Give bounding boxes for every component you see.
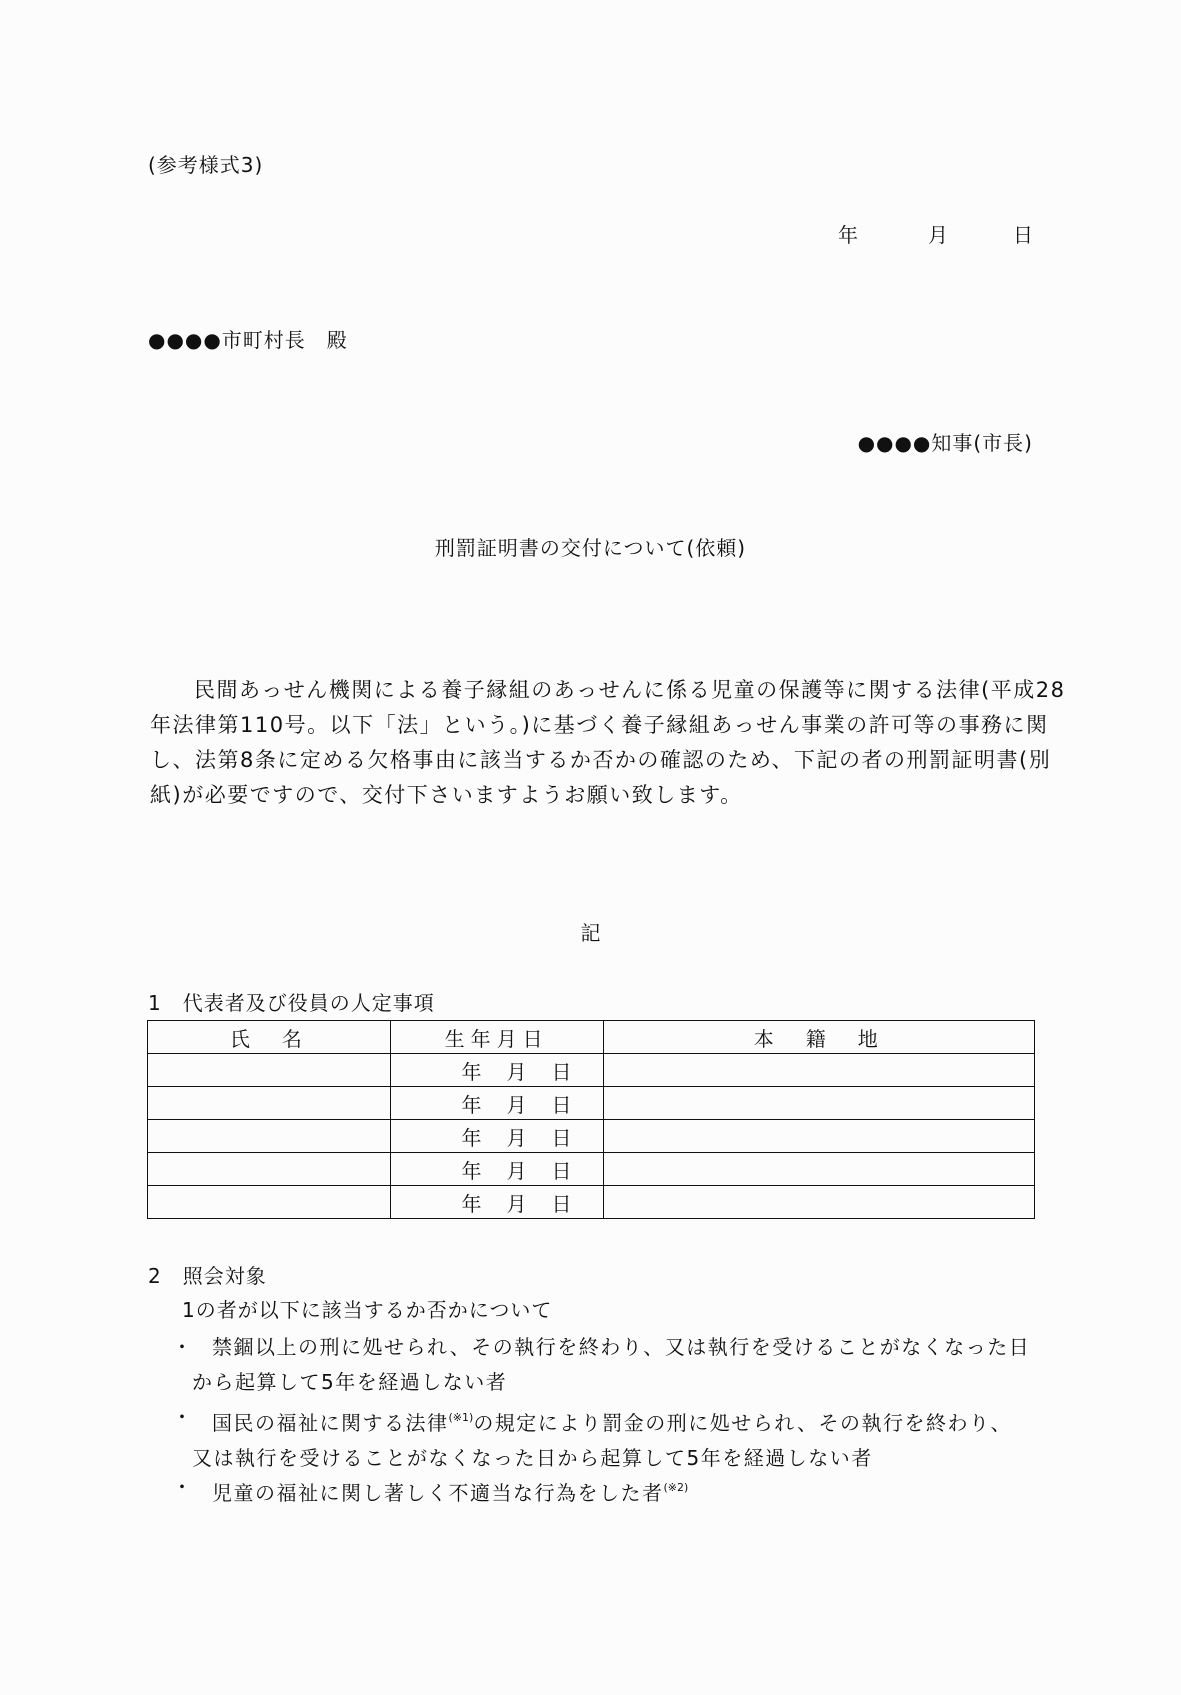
section2-heading: 2 照会対象 — [148, 1264, 267, 1288]
dob-month: 月 — [506, 1191, 528, 1216]
body-paragraph — [150, 673, 1066, 813]
body-line: 民間あっせん機関による養子縁組のあっせんに係る児童の保護等に関する法律(平成28 — [194, 678, 1066, 702]
body-line: 紙)が必要ですので、交付下さいますようお願い致します。 — [150, 783, 743, 807]
column-header-dob: 生年月日 — [390, 1021, 603, 1054]
table-row — [148, 1120, 1035, 1153]
bullet-icon: ・ — [172, 1335, 194, 1359]
criteria-line: 又は執行を受けることがなくなった日から起算して5年を経過しない者 — [192, 1446, 873, 1470]
date-year-label: 年 — [838, 223, 858, 247]
dob-year: 年 — [461, 1158, 483, 1183]
bullet-icon: ・ — [172, 1475, 194, 1499]
criteria-item — [172, 1400, 1012, 1476]
date-day-label: 日 — [1013, 223, 1033, 247]
dob-day: 日 — [551, 1125, 573, 1150]
date-line — [0, 223, 1181, 247]
dob-month: 月 — [506, 1059, 528, 1084]
dob-year: 年 — [461, 1125, 483, 1150]
body-line: し、法第8条に定める欠格事由に該当するか否かの確認のため、下記の者の刑罰証明書(別 — [150, 748, 1052, 772]
domicile-cell[interactable] — [603, 1120, 1034, 1153]
dob-day: 日 — [551, 1191, 573, 1216]
dob-day: 日 — [551, 1158, 573, 1183]
dob-year: 年 — [461, 1092, 483, 1117]
criteria-text: 児童の福祉に関し著しく不適当な行為をした者 — [212, 1481, 664, 1505]
column-header-domicile: 本 籍 地 — [603, 1021, 1034, 1054]
footnote-ref-1: (※1) — [448, 1411, 474, 1424]
domicile-cell[interactable] — [603, 1054, 1034, 1087]
name-cell[interactable] — [148, 1054, 391, 1087]
dob-cell[interactable] — [390, 1054, 603, 1087]
criteria-text: の規定により罰金の刑に処せられ、その執行を終わり、 — [473, 1411, 1013, 1435]
column-header-name: 氏 名 — [148, 1021, 391, 1054]
domicile-cell[interactable] — [603, 1186, 1034, 1219]
criteria-item — [172, 1470, 688, 1511]
dob-day: 日 — [551, 1059, 573, 1084]
dob-day: 日 — [551, 1092, 573, 1117]
name-cell[interactable] — [148, 1153, 391, 1186]
dob-year: 年 — [461, 1191, 483, 1216]
ki-heading: 記 — [580, 921, 601, 945]
dob-cell[interactable] — [390, 1120, 603, 1153]
criteria-line: から起算して5年を経過しない者 — [192, 1370, 508, 1394]
section2-intro: 1の者が以下に該当するか否かについて — [182, 1298, 553, 1322]
dob-cell[interactable] — [390, 1087, 603, 1120]
name-cell[interactable] — [148, 1186, 391, 1219]
dob-year: 年 — [461, 1059, 483, 1084]
persons-table — [147, 1020, 1035, 1219]
table-row — [148, 1054, 1035, 1087]
criteria-item — [172, 1330, 1030, 1400]
criteria-line: 禁錮以上の刑に処せられ、その執行を終わり、又は執行を受けることがなくなった日 — [212, 1335, 1031, 1359]
domicile-cell[interactable] — [603, 1087, 1034, 1120]
body-line: 年法律第110号。以下「法」という。)に基づく養子縁組あっせん事業の許可等の事務に関 — [150, 713, 1049, 737]
dob-month: 月 — [506, 1158, 528, 1183]
form-number: (参考様式3) — [148, 153, 264, 177]
date-month-label: 月 — [928, 223, 948, 247]
dob-month: 月 — [506, 1125, 528, 1150]
footnote-ref-2: (※2) — [663, 1481, 689, 1494]
domicile-cell[interactable] — [603, 1153, 1034, 1186]
bullet-icon: ・ — [172, 1405, 194, 1429]
name-cell[interactable] — [148, 1087, 391, 1120]
criteria-line — [172, 1400, 1012, 1441]
section1-heading: 1 代表者及び役員の人定事項 — [148, 991, 435, 1015]
addressee: ●●●●市町村長 殿 — [148, 328, 348, 352]
name-cell[interactable] — [148, 1120, 391, 1153]
table-header-row — [148, 1021, 1035, 1054]
table-row — [148, 1186, 1035, 1219]
dob-cell[interactable] — [390, 1186, 603, 1219]
table-row — [148, 1087, 1035, 1120]
document-title: 刑罰証明書の交付について(依頼) — [434, 536, 747, 560]
criteria-line — [172, 1470, 688, 1511]
dob-cell[interactable] — [390, 1153, 603, 1186]
dob-month: 月 — [506, 1092, 528, 1117]
table-row — [148, 1153, 1035, 1186]
criteria-text: 国民の福祉に関する法律 — [212, 1411, 449, 1435]
sender: ●●●●知事(市長) — [857, 431, 1033, 455]
